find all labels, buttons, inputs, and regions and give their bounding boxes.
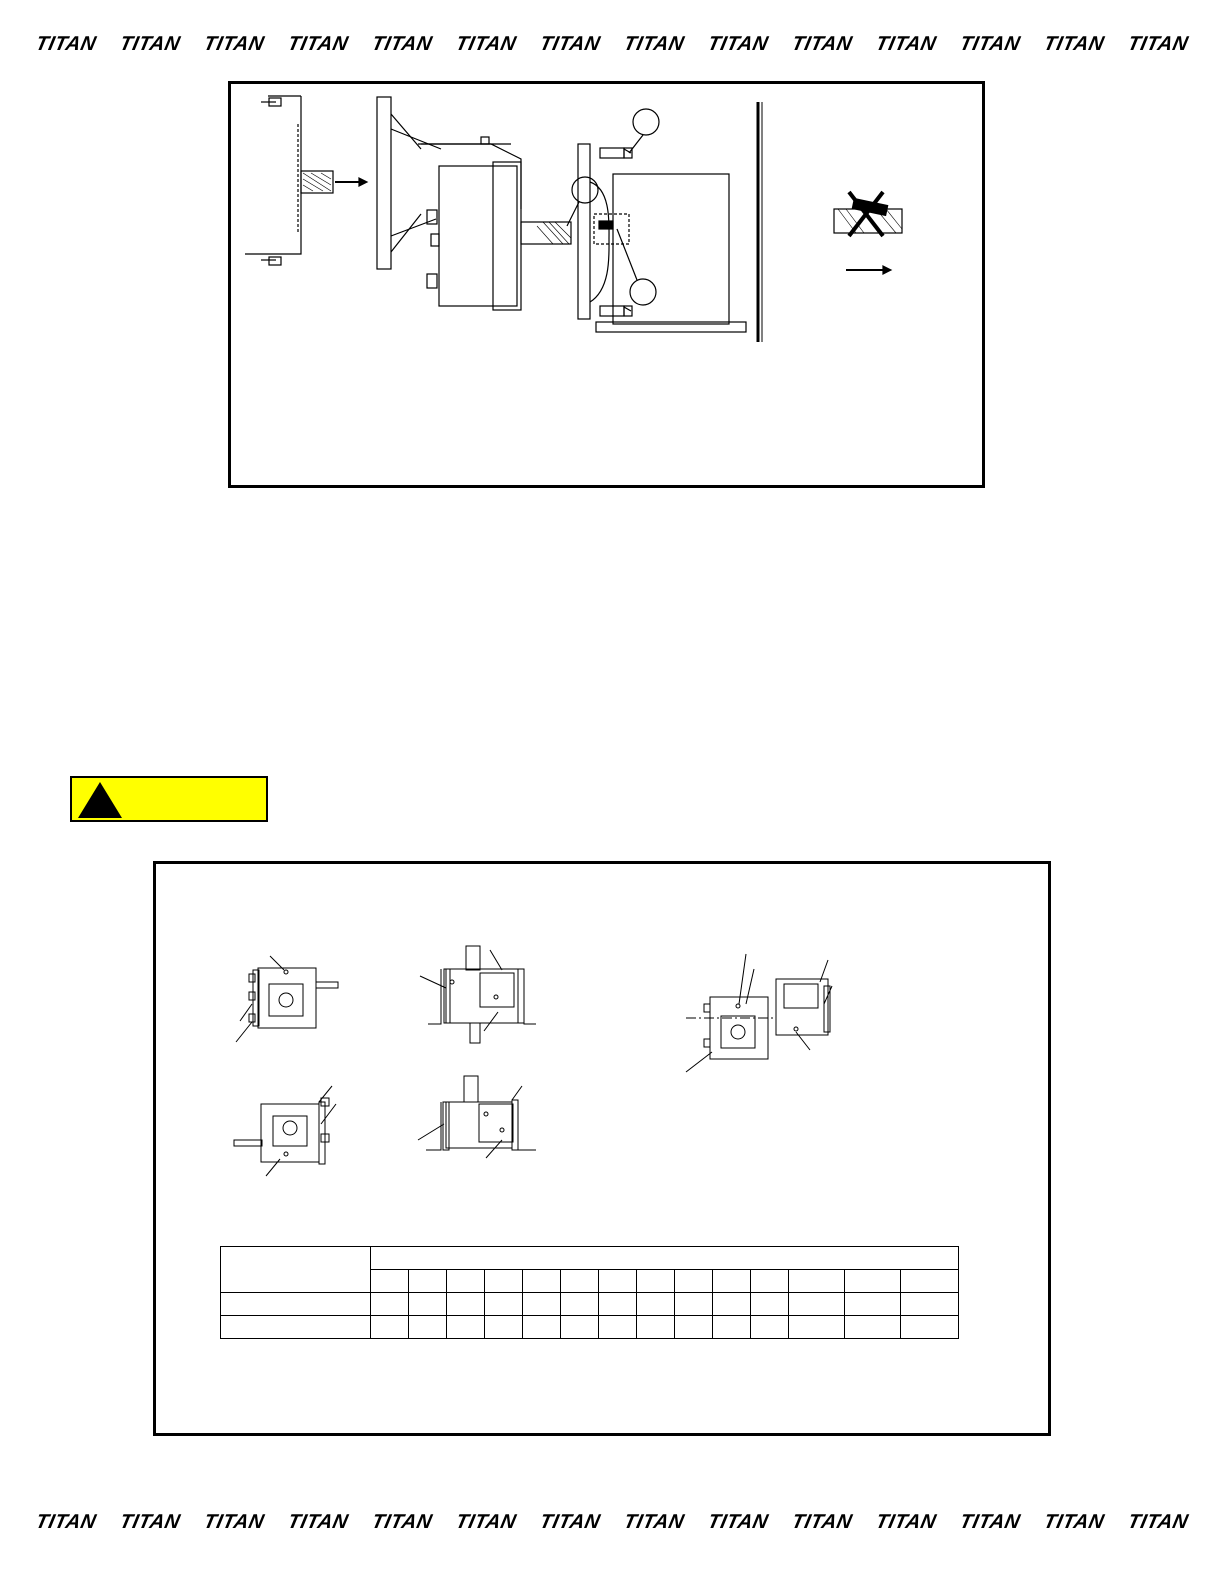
titan-logo: TITAN	[33, 1511, 99, 1533]
direction-arrow-left	[335, 178, 367, 186]
table-cell	[561, 1293, 599, 1316]
table-group-header-cell	[371, 1247, 959, 1270]
titan-logo: TITAN	[873, 33, 939, 55]
table-cell	[751, 1293, 789, 1316]
table-cell	[637, 1293, 675, 1316]
assembly-drawing	[231, 84, 988, 491]
table-cell	[485, 1270, 523, 1293]
titan-logo: TITAN	[201, 33, 267, 55]
titan-logo: TITAN	[537, 1511, 603, 1533]
table-cell	[789, 1293, 845, 1316]
table-row	[221, 1316, 959, 1339]
table-cell	[371, 1316, 409, 1339]
mount-position-a	[236, 956, 338, 1042]
table-cell	[371, 1293, 409, 1316]
table-cell	[713, 1270, 751, 1293]
titan-logo: TITAN	[705, 33, 771, 55]
table-cell	[409, 1270, 447, 1293]
table-cell	[447, 1293, 485, 1316]
titan-logo: TITAN	[1125, 33, 1191, 55]
table-row	[221, 1293, 959, 1316]
titan-logo: TITAN	[369, 33, 435, 55]
titan-logo: TITAN	[117, 33, 183, 55]
titan-logo: TITAN	[369, 1511, 435, 1533]
table-cell	[447, 1316, 485, 1339]
mount-position-c	[686, 954, 832, 1072]
table-cell	[675, 1293, 713, 1316]
titan-logo: TITAN	[1041, 33, 1107, 55]
table-cell	[599, 1270, 637, 1293]
table-cell	[485, 1293, 523, 1316]
gearbox	[418, 137, 521, 310]
warning-label	[70, 776, 268, 822]
top-logo-banner	[33, 33, 1191, 55]
table-header-row	[221, 1247, 959, 1270]
panel-divider	[758, 102, 762, 342]
table-cell	[371, 1270, 409, 1293]
table-cell	[713, 1293, 751, 1316]
table-cell	[599, 1316, 637, 1339]
titan-logo: TITAN	[789, 33, 855, 55]
mount-position-e	[418, 1076, 536, 1158]
table-cell	[409, 1316, 447, 1339]
table-cell	[845, 1270, 901, 1293]
table-cell	[751, 1270, 789, 1293]
titan-logo: TITAN	[537, 33, 603, 55]
table-cell	[675, 1270, 713, 1293]
table-cell	[409, 1293, 447, 1316]
output-shaft	[521, 222, 571, 244]
titan-logo: TITAN	[789, 1511, 855, 1533]
table-cell	[675, 1316, 713, 1339]
table-cell	[523, 1293, 561, 1316]
table-cell	[901, 1270, 959, 1293]
table-cell	[845, 1316, 901, 1339]
table-cell	[561, 1316, 599, 1339]
titan-logo: TITAN	[621, 1511, 687, 1533]
direction-arrow-right	[846, 266, 891, 274]
table-cell	[901, 1316, 959, 1339]
table-corner-cell	[221, 1247, 371, 1293]
table-cell	[561, 1270, 599, 1293]
table-cell	[599, 1293, 637, 1316]
mounting-positions-figure	[153, 861, 1051, 1436]
table-cell	[485, 1316, 523, 1339]
table-cell	[637, 1316, 675, 1339]
titan-logo: TITAN	[453, 1511, 519, 1533]
warning-triangle-icon	[76, 780, 124, 820]
table-cell	[447, 1270, 485, 1293]
table-cell	[845, 1293, 901, 1316]
titan-logo: TITAN	[33, 33, 99, 55]
titan-logo: TITAN	[705, 1511, 771, 1533]
incorrect-key-example	[834, 192, 902, 236]
driven-equipment	[578, 144, 746, 332]
titan-logo: TITAN	[1125, 1511, 1191, 1533]
titan-logo: TITAN	[285, 33, 351, 55]
table-cell	[751, 1316, 789, 1339]
table-cell	[221, 1293, 371, 1316]
adapter-plate	[377, 97, 521, 269]
titan-logo: TITAN	[285, 1511, 351, 1533]
mount-position-b	[420, 946, 536, 1043]
titan-logo: TITAN	[453, 33, 519, 55]
table-cell	[789, 1316, 845, 1339]
table-cell	[523, 1270, 561, 1293]
titan-logo: TITAN	[201, 1511, 267, 1533]
table-cell	[901, 1293, 959, 1316]
table-cell	[789, 1270, 845, 1293]
table-cell	[221, 1316, 371, 1339]
table-cell	[523, 1316, 561, 1339]
motor-flange	[245, 96, 333, 265]
titan-logo: TITAN	[957, 1511, 1023, 1533]
titan-logo: TITAN	[621, 33, 687, 55]
table-cell	[637, 1270, 675, 1293]
bottom-logo-banner	[33, 1511, 1191, 1533]
mount-position-d	[234, 1086, 336, 1176]
table-cell	[713, 1316, 751, 1339]
titan-logo: TITAN	[1041, 1511, 1107, 1533]
titan-logo: TITAN	[873, 1511, 939, 1533]
titan-logo: TITAN	[957, 33, 1023, 55]
lubrication-table	[220, 1246, 959, 1339]
titan-logo: TITAN	[117, 1511, 183, 1533]
mounting-positions-drawing	[156, 864, 1054, 1439]
assembly-figure	[228, 81, 985, 488]
